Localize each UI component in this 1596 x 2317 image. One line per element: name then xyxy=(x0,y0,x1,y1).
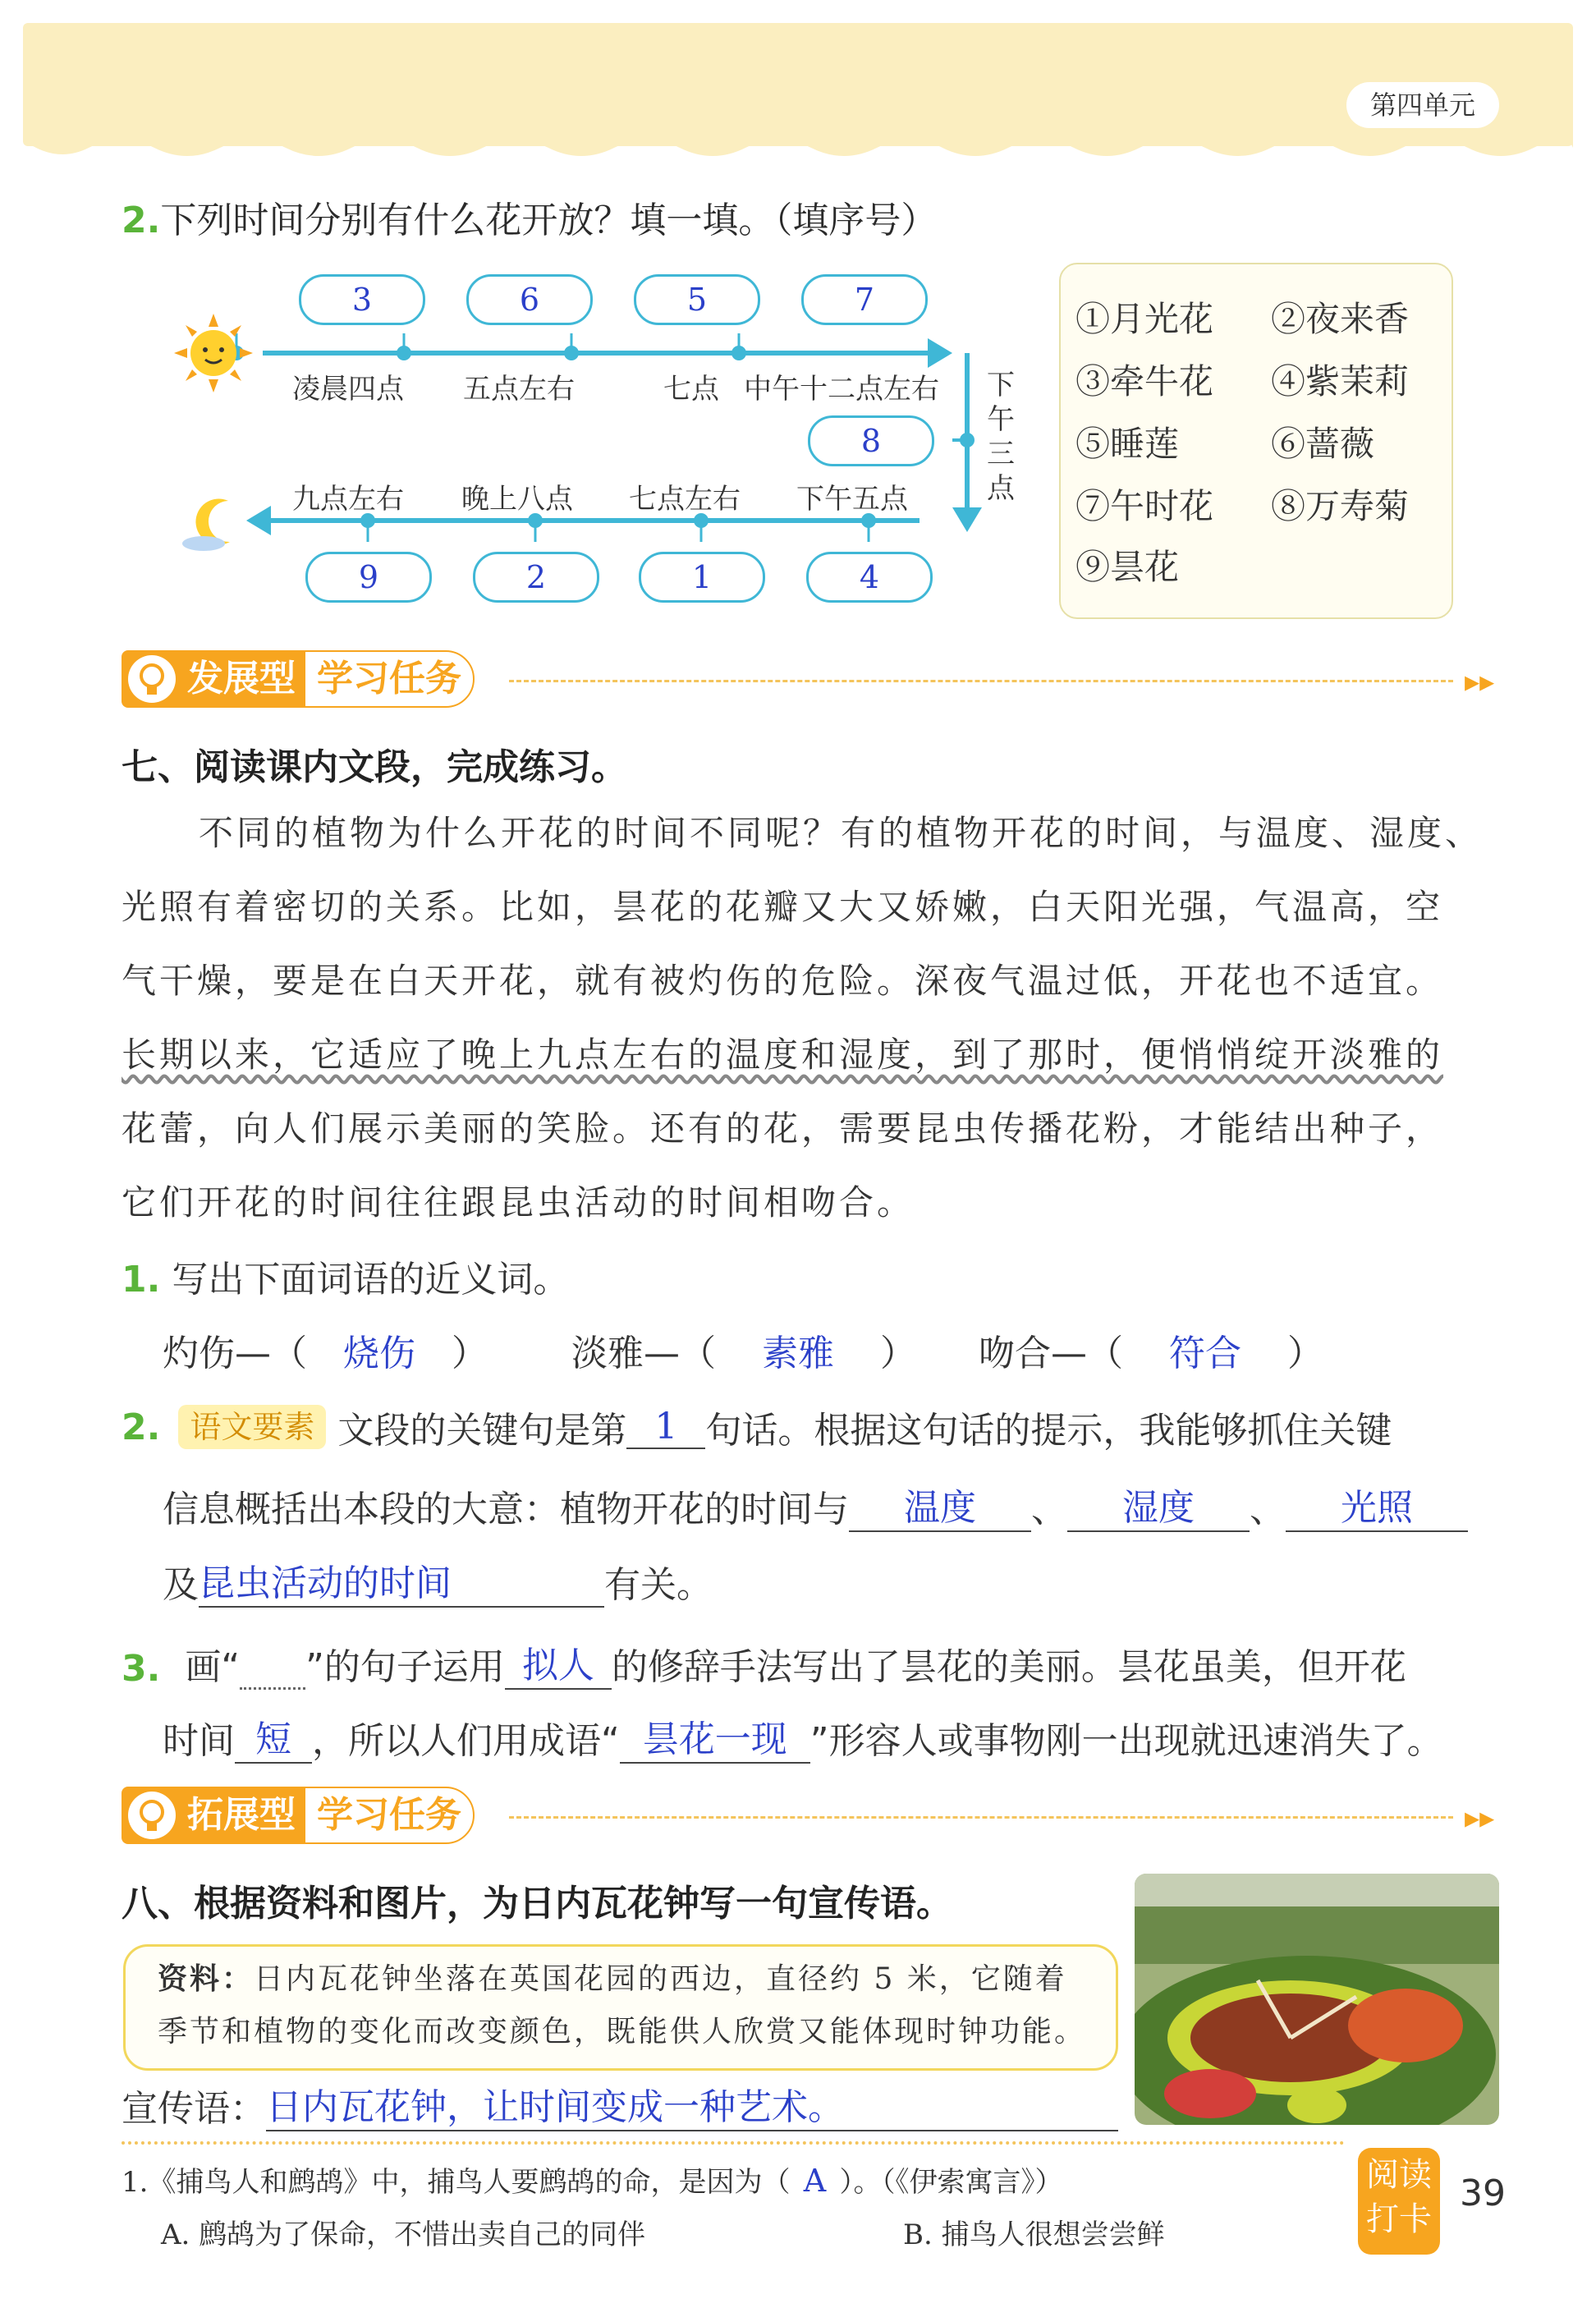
key-sentence-answer: 1 xyxy=(626,1406,705,1449)
footer-divider xyxy=(122,2141,1345,2145)
banner-divider xyxy=(509,1816,1453,1819)
q-text: 、 xyxy=(1250,1489,1286,1530)
time-label: 中午十二点左右 xyxy=(744,373,939,406)
s7-q3-line1 xyxy=(122,1636,1406,1690)
synonym-answer: 符合 xyxy=(1169,1333,1241,1374)
time-label: 七点 xyxy=(663,373,719,406)
paragraph-line: 气干燥，要是在白天开花，就有被灼伤的危险。深夜气温过低，开花也不适宜。 xyxy=(122,961,1444,1001)
section7-title: 七、阅读课内文段，完成练习。 xyxy=(122,746,627,788)
double-arrow-icon: ▸▸ xyxy=(1465,1801,1495,1835)
idiom-answer: 昙花一现 xyxy=(620,1709,810,1764)
legend-item: ⑨昙花 xyxy=(1075,547,1180,587)
q-text: 、 xyxy=(1031,1489,1067,1530)
time-answer: 短 xyxy=(235,1709,312,1764)
paragraph-line: 花蕾，向人们展示美丽的笑脸。还有的花，需要昆虫传播花粉，才能结出种子， xyxy=(122,1108,1444,1149)
q2-title: 下列时间分别有什么花开放？填一填。（填序号） xyxy=(160,200,938,241)
time-label: 九点左右 xyxy=(292,483,404,516)
synonym-word: 灼伤—（ xyxy=(163,1333,307,1374)
yuwen-tag: 语文要素 xyxy=(178,1405,326,1449)
footer-answer: A xyxy=(803,2163,827,2199)
slogan-label: 宣传语： xyxy=(122,2088,266,2130)
s7-q3-number: 3. xyxy=(122,1648,161,1690)
lightbulb-icon xyxy=(126,654,177,704)
banner-label: 学习任务 xyxy=(304,650,475,708)
footer-option-b: B. 捕鸟人很想尝尝鲜 xyxy=(903,2218,1165,2251)
info-label: 资料： xyxy=(158,1961,255,1996)
s7-q1-number: 1. xyxy=(122,1259,161,1301)
time-label: 凌晨四点 xyxy=(292,373,404,406)
q-text: 及 xyxy=(163,1564,199,1606)
legend-item: ⑧万寿菊 xyxy=(1271,486,1410,526)
legend-item: ③牵牛花 xyxy=(1075,361,1214,401)
time-label: 下午五点 xyxy=(796,483,908,516)
answer-pill: 1 xyxy=(639,552,765,603)
q-text: 画“ xyxy=(185,1646,241,1688)
time-label: 七点左右 xyxy=(629,483,741,516)
time-label: 晚上八点 xyxy=(461,483,573,516)
synonym-answer: 烧伤 xyxy=(343,1333,415,1374)
badge-line: 阅读 xyxy=(1366,2156,1432,2194)
badge-line: 打卡 xyxy=(1366,2200,1432,2238)
page-number: 39 xyxy=(1460,2172,1506,2214)
banner-label: 发展型 xyxy=(122,650,304,708)
time-label-vertical: 下午三点 xyxy=(987,369,1015,505)
flower-clock-photo xyxy=(1135,1874,1499,2125)
s7-q2-line3 xyxy=(163,1553,713,1608)
info-line: 季节和植物的变化而改变颜色，既能供人欣赏又能体现时钟功能。 xyxy=(158,2015,1087,2049)
answer-pill: 3 xyxy=(299,274,425,325)
q-text: 信息概括出本段的大意：植物开花的时间与 xyxy=(163,1489,849,1530)
s7-q1-row xyxy=(122,1250,569,1302)
paragraph-line: 它们开花的时间往往跟昆虫活动的时间相吻合。 xyxy=(122,1182,915,1223)
rhetoric-answer: 拟人 xyxy=(505,1636,612,1690)
q-text: ，所以人们用成语“ xyxy=(312,1720,620,1762)
s7-q2-number: 2. xyxy=(122,1406,161,1448)
banner-divider xyxy=(509,680,1453,682)
synonym-answer: 素雅 xyxy=(762,1333,834,1374)
synonym-word: 淡雅—（ xyxy=(571,1333,716,1374)
legend-item: ①月光花 xyxy=(1075,299,1214,339)
summary-answer: 温度 xyxy=(849,1478,1031,1532)
info-text: 日内瓦花钟坐落在英国花园的西边，直径约 5 米，它随着 xyxy=(254,1962,1067,1996)
answer-pill: 6 xyxy=(466,274,593,325)
header-band xyxy=(23,23,1573,146)
synonym-close: ） xyxy=(880,1333,916,1374)
legend-item: ⑥蔷薇 xyxy=(1271,424,1375,464)
answer-pill: 5 xyxy=(634,274,760,325)
double-arrow-icon: ▸▸ xyxy=(1465,665,1495,699)
paragraph-line-underlined: 长期以来，它适应了晚上九点左右的温度和湿度，到了那时，便悄悄绽开淡雅的 xyxy=(122,1035,1444,1075)
summary-answer: 湿度 xyxy=(1067,1478,1250,1532)
banner-label: 拓展型 xyxy=(122,1787,304,1844)
answer-pill: 9 xyxy=(305,552,432,603)
info-line xyxy=(158,1956,1067,1998)
q-text: 时间 xyxy=(163,1720,235,1762)
sun-icon xyxy=(172,312,255,394)
legend-item: ④紫茉莉 xyxy=(1271,361,1410,401)
footer-option-a: A. 鹧鸪为了保命，不惜出卖自己的同伴 xyxy=(161,2218,646,2251)
answer-pill: 2 xyxy=(473,552,599,603)
answer-pill: 4 xyxy=(806,552,933,603)
s7-q2-line1 xyxy=(122,1401,1392,1453)
q2-number: 2. xyxy=(122,200,161,241)
synonym-close: ） xyxy=(1287,1333,1323,1374)
synonym-pair xyxy=(163,1324,488,1376)
footer-question-text: 1.《捕鸟人和鹧鸪》中，捕鸟人要鹧鸪的命，是因为（ xyxy=(122,2166,791,2199)
s7-q1-text: 写出下面词语的近义词。 xyxy=(172,1259,570,1301)
synonym-close: ） xyxy=(452,1333,488,1374)
s7-q3-line2 xyxy=(163,1709,1443,1764)
banner-label: 学习任务 xyxy=(304,1787,475,1844)
time-label: 五点左右 xyxy=(463,373,575,406)
summary-answer: 光照 xyxy=(1286,1478,1468,1532)
moon-icon xyxy=(179,496,253,553)
wavy-line-sample xyxy=(240,1654,305,1690)
footer-question xyxy=(122,2159,1062,2200)
answer-pill: 8 xyxy=(808,415,934,466)
synonym-word: 吻合—（ xyxy=(979,1333,1123,1374)
synonym-pair xyxy=(979,1324,1323,1376)
unit-tag: 第四单元 xyxy=(1346,82,1499,128)
reading-checkin-badge xyxy=(1358,2148,1440,2255)
lightbulb-icon xyxy=(126,1790,177,1841)
paragraph-line: 光照有着密切的关系。比如，昙花的花瓣又大又娇嫩，白天阳光强，气温高，空 xyxy=(122,887,1444,927)
q-text: 文段的关键句是第 xyxy=(337,1410,627,1452)
header-wave-decoration xyxy=(23,140,1573,164)
q-text: 的修辞手法写出了昙花的美丽。昙花虽美，但开花 xyxy=(611,1646,1406,1688)
q-text: 句话。根据这句话的提示，我能够抓住关键 xyxy=(705,1410,1392,1452)
legend-item: ⑤睡莲 xyxy=(1075,424,1180,464)
q2-title-row xyxy=(122,190,937,243)
paragraph-line: 不同的植物为什么开花的时间不同呢？有的植物开花的时间，与温度、湿度、 xyxy=(199,813,1484,853)
q-text: 有关。 xyxy=(604,1564,713,1606)
slogan-row xyxy=(122,2077,1118,2131)
answer-pill: 7 xyxy=(801,274,928,325)
summary-answer: 昆虫活动的时间 xyxy=(199,1553,604,1608)
slogan-answer: 日内瓦花钟，让时间变成一种艺术。 xyxy=(266,2077,1118,2131)
s7-q2-line2 xyxy=(163,1478,1468,1532)
footer-question-end: ）。（《伊索寓言》） xyxy=(839,2166,1063,2199)
section8-title: 八、根据资料和图片，为日内瓦花钟写一句宣传语。 xyxy=(122,1883,952,1925)
legend-item: ⑦午时花 xyxy=(1075,486,1214,526)
q-text: ”的句子运用 xyxy=(305,1646,505,1688)
legend-item: ②夜来香 xyxy=(1271,299,1410,339)
q-text: ”形容人或事物刚一出现就迅速消失了。 xyxy=(809,1720,1443,1762)
synonym-pair xyxy=(571,1324,916,1376)
